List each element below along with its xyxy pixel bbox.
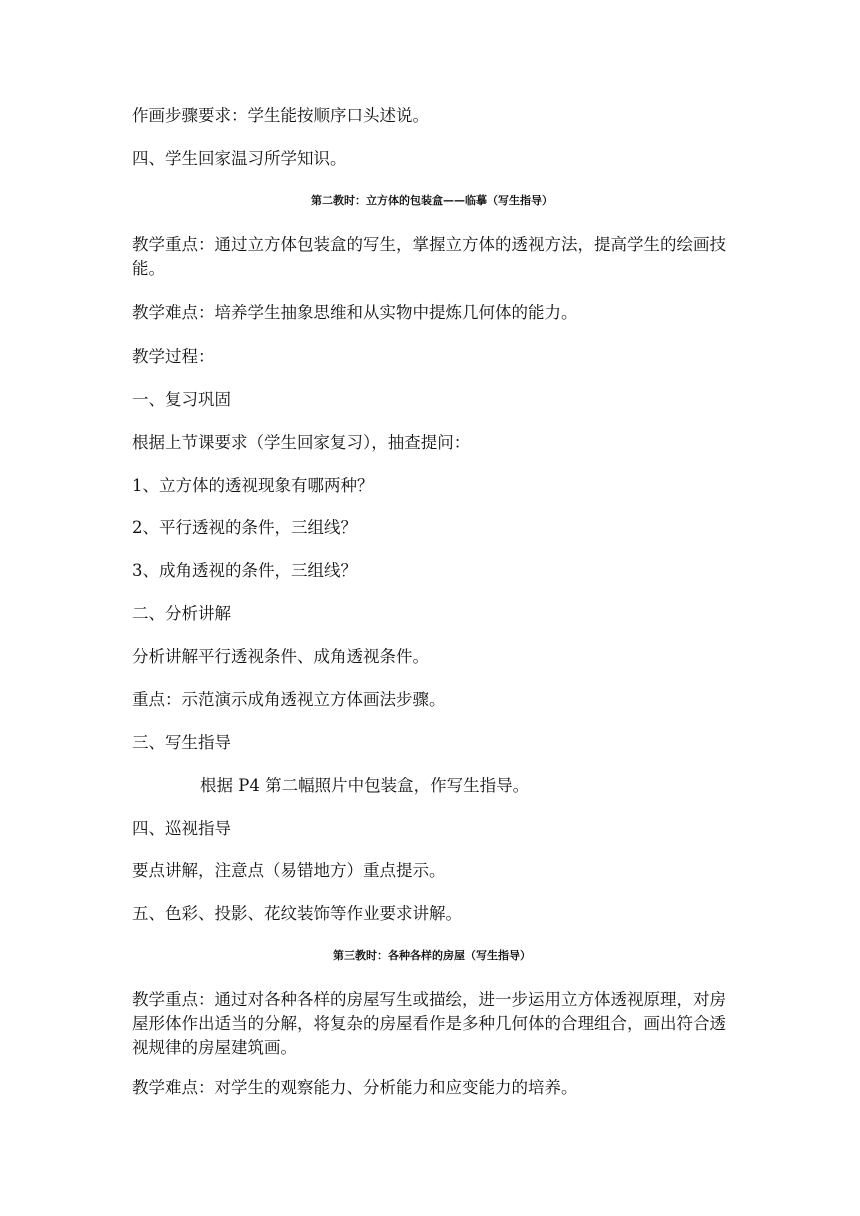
paragraph-homework-requirements: 五、色彩、投影、花纹装饰等作业要求讲解。: [132, 904, 462, 923]
paragraph-drawing-steps: 作画步骤要求：学生能按顺序口头述说。: [132, 106, 429, 125]
paragraph-analysis: 二、分析讲解: [132, 604, 231, 623]
paragraph-photo-guidance: 根据 P4 第二幅照片中包装盒，作写生指导。: [200, 776, 530, 795]
paragraph-questions-intro: 根据上节课要求（学生回家复习），抽查提问：: [132, 433, 471, 452]
paragraph-key-point-lesson-3: 教学重点：通过对各种各样的房屋写生或描绘，进一步运用立方体透视原理，对房屋形体作出适当的分解，将复杂的房屋看作是多种几何体的合理组合，画出符合透视规律的房屋建筑画。: [132, 990, 726, 1057]
paragraph-focus-demo: 重点：示范演示成角透视立方体画法步骤。: [132, 690, 446, 709]
section-heading-lesson-3: 第三教时：各种各样的房屋（写生指导）: [333, 949, 531, 962]
paragraph-question-3: 3、成角透视的条件，三组线？: [132, 561, 357, 580]
paragraph-inspection: 四、巡视指导: [132, 819, 231, 838]
section-heading-lesson-2: 第二教时：立方体的包装盒——临摹（写生指导）: [311, 194, 553, 207]
paragraph-difficulty-lesson-2: 教学难点：培养学生抽象思维和从实物中提炼几何体的能力。: [132, 303, 578, 322]
paragraph-difficulty-lesson-3: 教学难点：对学生的观察能力、分析能力和应变能力的培养。: [132, 1078, 578, 1097]
paragraph-teaching-process: 教学过程：: [132, 347, 215, 366]
paragraph-analysis-detail: 分析讲解平行透视条件、成角透视条件。: [132, 647, 429, 666]
paragraph-key-point-lesson-2: 教学重点：通过立方体包装盒的写生，掌握立方体的透视方法，提高学生的绘画技能。: [132, 235, 726, 278]
paragraph-sketch-guidance: 三、写生指导: [132, 733, 231, 752]
paragraph-question-2: 2、平行透视的条件，三组线？: [132, 518, 357, 537]
paragraph-question-1: 1、立方体的透视现象有哪两种？: [132, 476, 374, 495]
paragraph-key-explanations: 要点讲解，注意点（易错地方）重点提示。: [132, 861, 446, 880]
paragraph-review: 一、复习巩固: [132, 390, 231, 409]
paragraph-review-at-home: 四、学生回家温习所学知识。: [132, 149, 347, 168]
